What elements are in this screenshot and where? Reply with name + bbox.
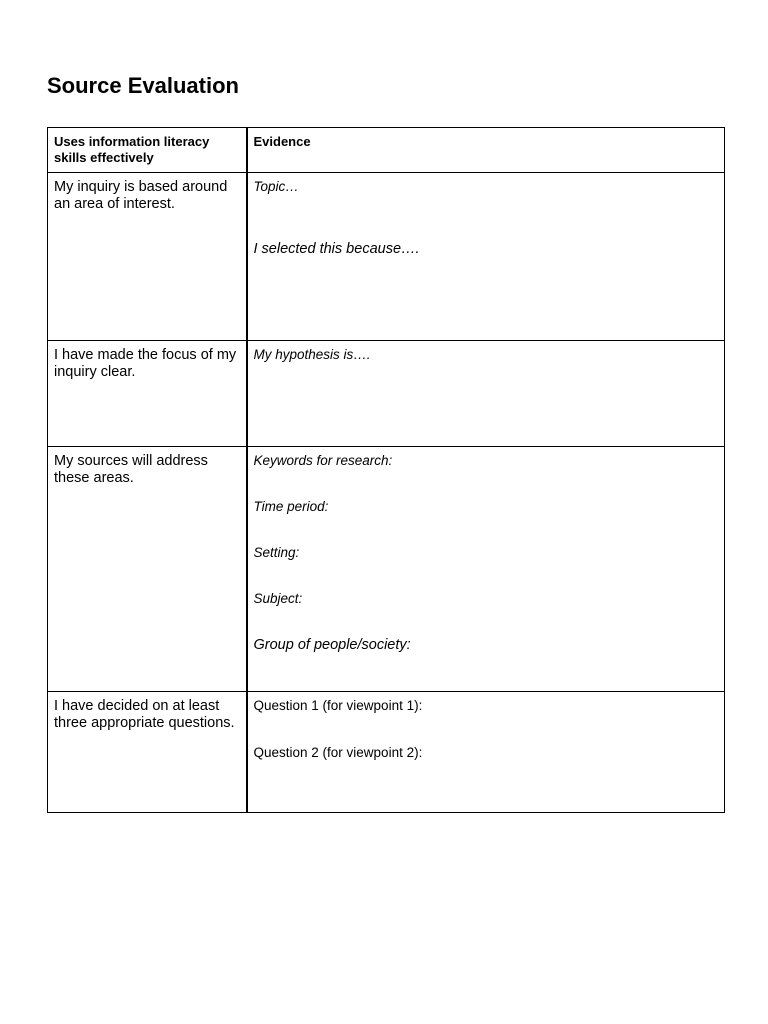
table-row [48, 692, 725, 813]
evidence-cell[interactable] [247, 341, 725, 447]
prompt-setting: Setting: [253, 545, 300, 560]
prompt-topic: Topic… [253, 179, 299, 194]
prompt-group-society: Group of people/society: [253, 637, 411, 653]
prompt-hypothesis: My hypothesis is…. [253, 347, 371, 362]
criterion-cell [48, 692, 247, 813]
prompt-time-period: Time period: [253, 499, 329, 514]
criterion-text: My sources will address these areas. [54, 453, 208, 486]
header-evidence-label: Evidence [253, 134, 311, 149]
prompt-question-2: Question 2 (for viewpoint 2): [253, 745, 423, 760]
criterion-text: I have decided on at least three appropriate questions. [54, 698, 235, 731]
table-row [48, 341, 725, 447]
prompt-keywords: Keywords for research: [253, 453, 393, 468]
header-cell-criteria [48, 128, 247, 173]
criterion-cell [48, 173, 247, 341]
table-header-row [48, 128, 725, 173]
evidence-cell[interactable] [247, 447, 725, 692]
header-cell-evidence [247, 128, 725, 173]
prompt-subject: Subject: [253, 591, 303, 606]
criterion-cell [48, 447, 247, 692]
criterion-text: My inquiry is based around an area of interest. [54, 179, 228, 212]
header-criteria-label: Uses information literacy skills effectively [54, 134, 210, 165]
evidence-cell[interactable] [247, 173, 725, 341]
page-title: Source Evaluation [47, 73, 239, 98]
prompt-question-1: Question 1 (for viewpoint 1): [253, 698, 423, 713]
evidence-cell[interactable] [247, 692, 725, 813]
table-row [48, 447, 725, 692]
evaluation-table [47, 127, 725, 813]
table-row [48, 173, 725, 341]
prompt-selected-because: I selected this because…. [253, 241, 420, 257]
criterion-text: I have made the focus of my inquiry clear. [54, 347, 237, 380]
criterion-cell [48, 341, 247, 447]
